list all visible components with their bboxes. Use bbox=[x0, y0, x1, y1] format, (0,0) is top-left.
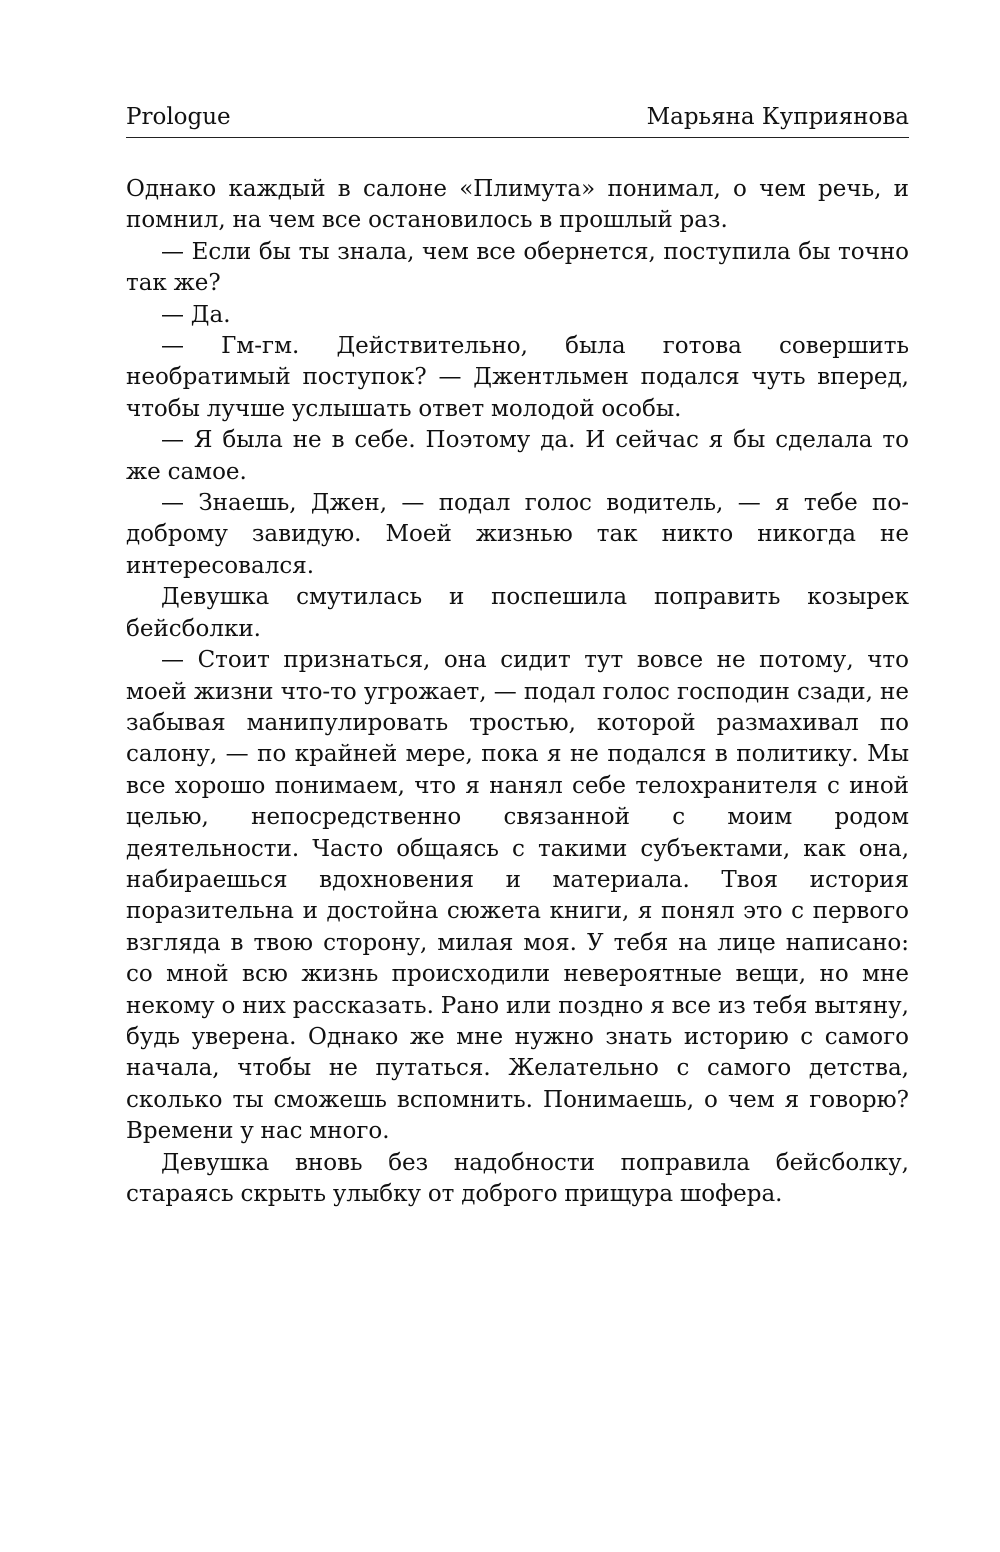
paragraph: — Стоит признаться, она сидит тут вовсе не потому, что моей жизни что-то угрожает, — подал голос господин сзади, не забывая манипулировать тростью, которой размахивал по салону, — по крайней мере, пока я не подался в политику. Мы все хорошо понимаем, что я нанял себе телохранителя с иной целью, непосредственно связанной с моим родом деятельности. Часто общаясь с такими субъектами, как она, набираешься вдохновения и материала. Твоя история поразительна и достойна сюжета книги, я понял это с первого взгляда в твою сторону, милая моя. У тебя на лице написано: со мной всю жизнь происходили невероятные вещи, но мне некому о них рассказать. Рано или поздно я все из тебя вытяну, будь уверена. Однако же мне нужно знать историю с самого начала, чтобы не путаться. Желательно с самого детства, сколько ты сможешь вспомнить. Понимаешь, о чем я говорю? Времени у нас много. bbox=[126, 647, 909, 1145]
paragraph: Однако каждый в салоне «Плимута» понимал, о чем речь, и помнил, на чем все остановилось в прошлый раз. bbox=[126, 176, 909, 234]
body-text bbox=[126, 174, 909, 1210]
author-name: Марьяна Куприянова bbox=[646, 104, 909, 130]
paragraph: — Если бы ты знала, чем все обернется, поступила бы точно так же? bbox=[126, 238, 909, 297]
paragraph: — Гм-гм. Действительно, была готова совершить необратимый поступок? — Джентльмен подался чуть вперед, чтобы лучше услышать ответ молодой особы. bbox=[126, 333, 909, 422]
running-header bbox=[126, 100, 909, 134]
header-rule bbox=[126, 137, 909, 138]
paragraph: — Да. bbox=[161, 301, 231, 328]
section-title: Prologue bbox=[126, 104, 231, 130]
paragraph: — Знаешь, Джен, — подал голос водитель, — я тебе по-доброму завидую. Моей жизнью так никто никогда не интересовался. bbox=[126, 490, 909, 579]
paragraph: Девушка смутилась и поспешила поправить козырек бейсболки. bbox=[126, 584, 909, 642]
paragraph: — Я была не в себе. Поэтому да. И сейчас я бы сделала то же самое. bbox=[126, 427, 909, 485]
paragraph: Девушка вновь без надобности поправила бейсболку, стараясь скрыть улыбку от доброго прищура шофера. bbox=[126, 1149, 909, 1207]
